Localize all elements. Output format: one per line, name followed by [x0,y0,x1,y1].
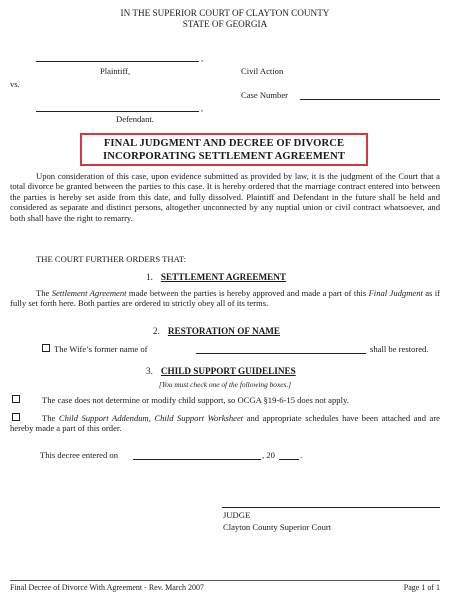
court-name-label: Clayton County Superior Court [223,522,332,532]
plaintiff-label: Plaintiff, [100,66,131,76]
civil-action-label: Civil Action [241,66,284,76]
page-number: Page 1 of 1 [403,583,440,592]
decree-year-line[interactable] [279,459,299,460]
document-title [80,133,368,166]
section-3-number: 3. [146,366,153,376]
section-1-title: SETTLEMENT AGREEMENT [160,272,287,282]
restore-name-suffix: shall be restored. [370,344,429,354]
orders-intro: THE COURT FURTHER ORDERS THAT: [36,254,187,264]
section-3-heading [146,366,296,377]
section-2-number: 2. [153,326,160,336]
restore-name-row [42,344,148,354]
opt2-text-a: The [42,413,59,423]
s1-text-a: The [36,288,52,298]
opt2-addendum-ref: Child Support Addendum, Child Support Worksheet [58,413,244,423]
option-1-text: The case does not determine or modify child support, so OCGA §19-6-15 does not apply. [42,395,349,405]
defendant-comma: , [201,103,204,113]
decree-year-suffix: . [300,450,303,460]
former-name-line[interactable] [196,353,366,354]
s1-final-judgment-ref: Final Judgment [368,288,423,298]
plaintiff-name-line[interactable] [36,61,199,62]
section-2-heading [153,326,280,337]
judge-label: JUDGE [223,510,251,520]
footer-divider [10,580,440,581]
title-line-1: FINAL JUDGMENT AND DECREE OF DIVORCE [103,138,345,149]
section-3-title: CHILD SUPPORT GUIDELINES [160,366,296,376]
decree-entered-label: This decree entered on [40,450,119,460]
section-2-title: RESTORATION OF NAME [167,326,281,336]
restore-name-label: The Wife’s former name of [54,344,148,354]
child-support-option-1 [12,395,24,405]
s1-settlement-agreement-ref: Settlement Agreement [51,288,127,298]
case-number-line[interactable] [300,99,440,100]
option-1-checkbox[interactable] [12,395,20,403]
judgment-paragraph: Upon consideration of this case, upon evidence submitted as provided by law, it is the judgment of the Court that a total divorce be granted between the parties to this case. It is hereby ordered that the marriage contract entered into between the parties is hereby set aside from this date, and fully dissolved. Plaintiff and Defendant in the future shall be held and considered as separate and distinct persons, altogether unconnected by any nuptial union or civil contract whatsoever, and both shall have the right to remarry. [10,171,440,223]
case-number-label: Case Number [241,90,289,100]
section-3-instruction: [You must check one of the following boxes.] [158,380,292,389]
s1-text-c: made between the parties is hereby approved and made a part of this [126,288,369,298]
court-heading [0,8,450,30]
defendant-label: Defendant. [116,114,154,124]
page-footer [10,583,440,593]
defendant-name-line[interactable] [36,111,199,112]
section-1-heading [146,272,286,283]
court-name: IN THE SUPERIOR COURT OF CLAYTON COUNTY [120,8,330,18]
vs-label: vs. [10,79,20,89]
option-2-text [10,413,440,434]
section-1-number: 1. [146,272,153,282]
decree-year-prefix: , 20 [262,450,275,460]
form-name: Final Decree of Divorce With Agreement - Rev. March 2007 [10,583,205,592]
s1-text-e: as if fully set forth here. Both parties are ordered to strictly obey all of its terms. [10,288,440,309]
title-line-2: INCORPORATING SETTLEMENT AGREEMENT [103,151,345,163]
plaintiff-comma: , [201,53,204,63]
judge-signature-line[interactable] [222,507,440,508]
decree-date-line[interactable] [133,459,261,460]
section-1-paragraph [10,288,440,309]
state-name: STATE OF GEORGIA [182,19,268,30]
restore-name-checkbox[interactable] [42,344,50,352]
opt2-text-c: and appropriate schedules have been attached and are hereby made a part of this order. [10,413,440,434]
